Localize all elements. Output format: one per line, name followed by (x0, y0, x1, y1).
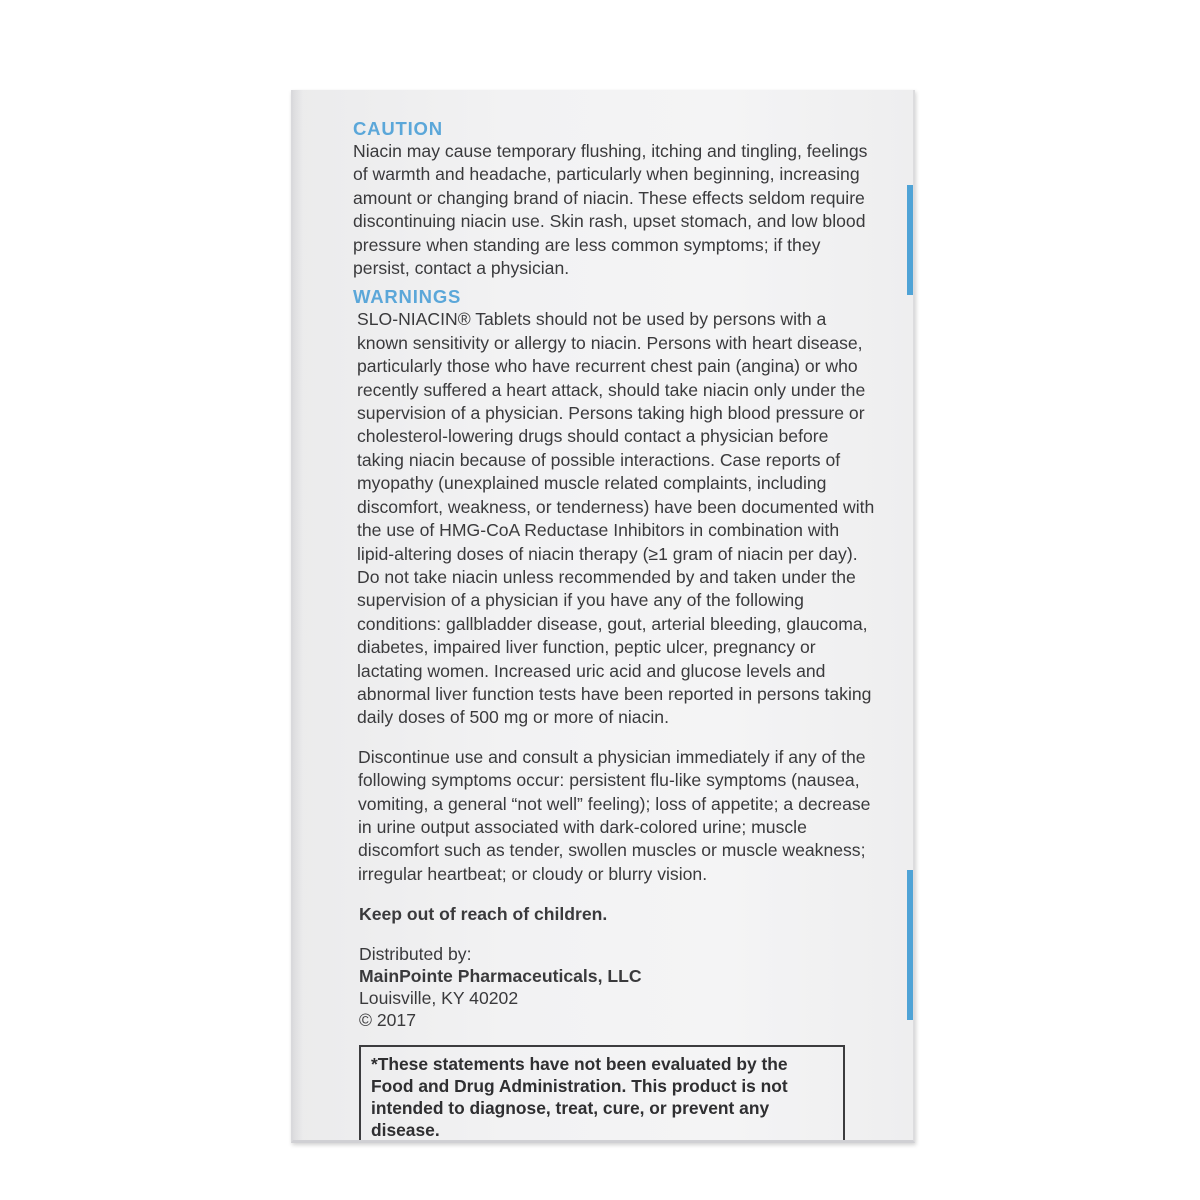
fda-disclaimer-box: *These statements have not been evaluated by the Food and Drug Administration. This product is not intended to diagnose, treat, cure, or prevent any disease. (359, 1045, 845, 1143)
warnings-section (353, 286, 878, 886)
warnings-heading: WARNINGS (353, 286, 462, 308)
caution-text: Niacin may cause temporary flushing, itching and tingling, feelings of warmth and headache, particularly when beginning, increasing amount or changing brand of niacin. These effects seldom require discontinuing niacin use. Skin rash, upset stomach, and low blood pressure when standing are less common symptoms; if they persist, contact a physician. (353, 141, 868, 279)
blue-edge-stripe (907, 185, 913, 295)
blue-edge-stripe (907, 870, 913, 1020)
warnings-text: SLO-NIACIN® Tablets should not be used by persons with a known sensitivity or allergy to niacin. Persons with heart disease, particularly those who have recurrent chest pain (angina) or who recently suffered a heart attack, should take niacin only under the supervision of a physician. Persons taking high blood pressure or cholesterol-lowering drugs should contact a physician before taking niacin because of possible interactions. Case reports of myopathy (unexplained muscle related complaints, including discomfort, weakness, or tenderness) have been documented with the use of HMG-CoA Reductase Inhibitors in combination with lipid-altering doses of niacin therapy (≥1 gram of niacin per day). Do not take niacin unless recommended by and taken under the supervision of a physician if you have any of the following conditions: gallbladder disease, gout, arterial bleeding, glaucoma, diabetes, impaired liver function, peptic ulcer, pregnancy or lactating women. Increased uric acid and glucose levels and abnormal liver function tests have been reported in persons taking daily doses of 500 mg or more of niacin. (357, 309, 875, 728)
distributor-block (353, 943, 878, 1031)
label-content (353, 118, 878, 1143)
discontinue-text: Discontinue use and consult a physician immediately if any of the following symptoms occur: persistent flu-like symptoms (nausea, vomiting, a general “not well” feeling); loss of appetite; a decrease in urine output associated with dark-colored urine; muscle discomfort such as tender, swollen muscles or muscle weakness; irregular heartbeat; or cloudy or blurry vision. (358, 746, 871, 884)
product-box-panel (291, 90, 915, 1143)
distributor-address: Louisville, KY 40202 (359, 987, 519, 1008)
keep-out-of-reach-text: Keep out of reach of children. (359, 904, 608, 925)
distributed-by-label: Distributed by: (359, 943, 472, 964)
caution-heading: CAUTION (353, 118, 443, 139)
distributor-company: MainPointe Pharmaceuticals, LLC (359, 965, 642, 986)
caution-section (353, 118, 878, 280)
copyright-text: © 2017 (359, 1009, 416, 1030)
